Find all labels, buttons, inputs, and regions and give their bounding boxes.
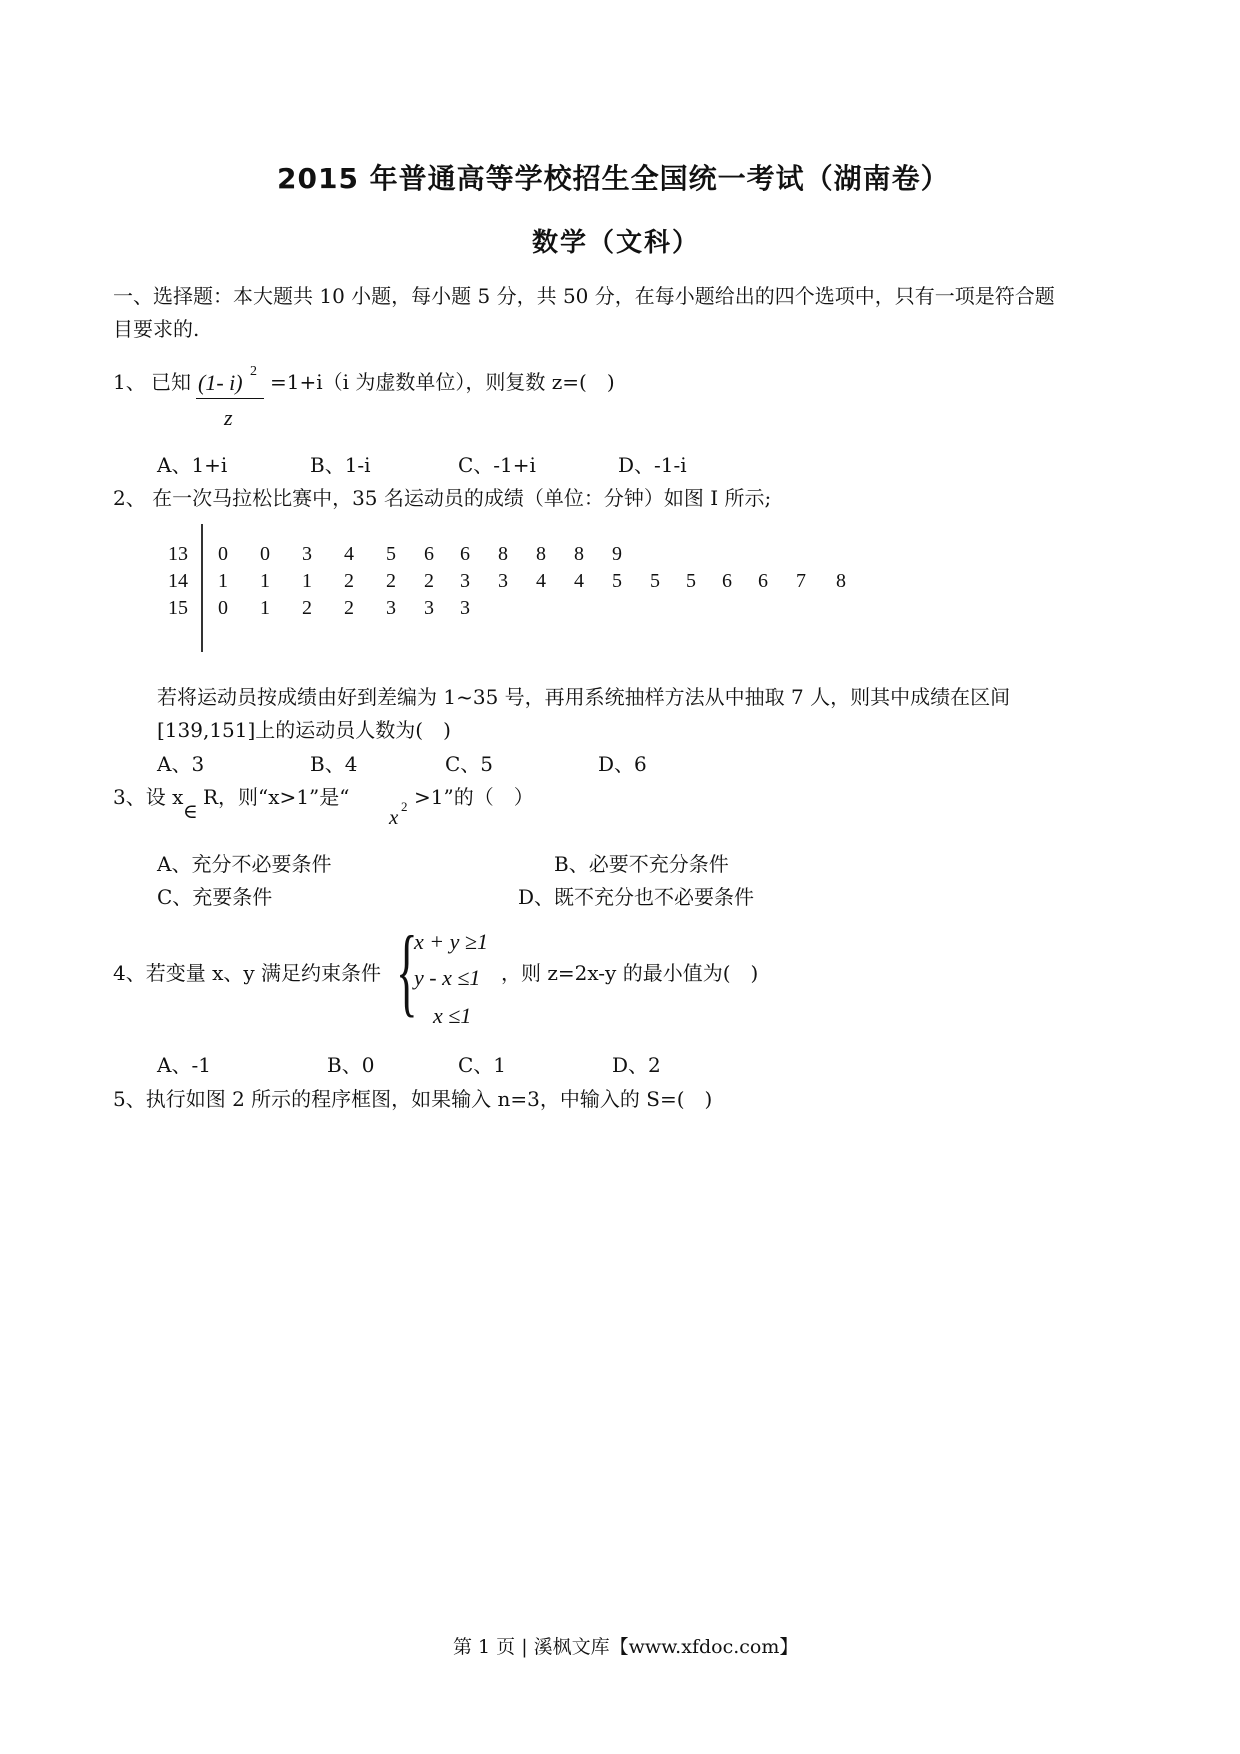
leaf: 2: [302, 597, 312, 619]
q1-prefix: 已知: [151, 370, 191, 394]
leaf: 8: [536, 543, 546, 565]
leaf: 1: [260, 570, 270, 592]
q3-exponent: 2: [401, 799, 408, 814]
leaf: 8: [574, 543, 584, 565]
leaf: 8: [836, 570, 846, 592]
q4-constraint-2: y - x ≤1: [414, 965, 481, 990]
q2-body-line2: [139,151]上的运动员人数为( ): [157, 718, 451, 742]
leaf: 5: [686, 570, 696, 592]
section-instructions-line1: 一、选择题：本大题共 10 小题，每小题 5 分，共 50 分，在每小题给出的四个选项中，只有一项是符合题: [113, 284, 1055, 308]
leaf: 2: [424, 570, 434, 592]
leaf: 6: [722, 570, 732, 592]
leaf: 1: [260, 597, 270, 619]
stem-label: 15: [168, 597, 188, 619]
q4-left-brace: {: [396, 915, 418, 1026]
leaf: 6: [758, 570, 768, 592]
q3-x-variable: x: [389, 805, 399, 829]
q2-option-b: B、4: [310, 752, 358, 776]
leaf: 1: [218, 570, 228, 592]
leaf: 4: [344, 543, 354, 565]
q1-number: 1、: [113, 370, 146, 394]
leaf: 1: [302, 570, 312, 592]
q1-exponent: 2: [250, 364, 257, 379]
q2-body-line1: 若将运动员按成绩由好到差编为 1~35 号，再用系统抽样方法从中抽取 7 人，则其中成绩在区间: [157, 685, 1011, 709]
q1-option-c: C、-1+i: [458, 453, 536, 477]
q4-prefix: 4、若变量 x、y 满足约束条件: [113, 961, 382, 985]
q2-option-d: D、6: [598, 752, 647, 776]
leaf: 0: [218, 597, 228, 619]
q4-option-c: C、1: [458, 1053, 507, 1077]
leaf: 2: [344, 597, 354, 619]
q3-element-of-symbol: ∈: [183, 799, 198, 823]
q4-option-b: B、0: [327, 1053, 375, 1077]
leaf: 3: [498, 570, 508, 592]
page-footer: 第 1 页 | 溪枫文库【www.xfdoc.com】: [453, 1636, 799, 1658]
leaf: 8: [498, 543, 508, 565]
stem-leaf-divider: [201, 524, 203, 652]
q4-constraint-1: x + y ≥1: [414, 929, 488, 954]
q2-option-c: C、5: [445, 752, 494, 776]
leaf: 6: [460, 543, 470, 565]
q3-option-c: C、充要条件: [157, 885, 273, 909]
q1-denominator: z: [224, 405, 233, 430]
q2-option-a: A、3: [157, 752, 205, 776]
q1-option-b: B、1-i: [310, 453, 371, 477]
leaf: 4: [574, 570, 584, 592]
leaf: 7: [796, 570, 806, 592]
q1-fraction-bar: [196, 398, 264, 399]
q4-option-d: D、2: [612, 1053, 661, 1077]
stem-label: 13: [168, 543, 188, 565]
q3-part2: R，则“x>1”是“: [203, 785, 350, 809]
leaf: 3: [460, 597, 470, 619]
page-title: 2015 年普通高等学校招生全国统一考试（湖南卷）: [277, 162, 950, 195]
leaf: 6: [424, 543, 434, 565]
q4-constraint-3: x ≤1: [433, 1003, 472, 1028]
section-instructions-line2: 目要求的.: [113, 317, 200, 341]
leaf: 5: [612, 570, 622, 592]
leaf: 2: [386, 570, 396, 592]
leaf: 2: [344, 570, 354, 592]
q1-option-a: A、1+i: [157, 453, 228, 477]
leaf: 0: [260, 543, 270, 565]
leaf: 0: [218, 543, 228, 565]
leaf: 3: [460, 570, 470, 592]
q3-part3: >1”的（ ）: [414, 785, 534, 809]
page-subtitle: 数学（文科）: [532, 228, 701, 258]
q3-part1: 3、设 x: [113, 785, 184, 809]
q1-numerator: (1- i): [198, 370, 243, 395]
leaf: 3: [386, 597, 396, 619]
q3-option-a: A、充分不必要条件: [157, 852, 332, 876]
q4-suffix: ，则 z=2x-y 的最小值为( ): [501, 961, 759, 985]
leaf: 5: [386, 543, 396, 565]
q3-option-d: D、既不充分也不必要条件: [518, 885, 755, 909]
question-5-text: 5、执行如图 2 所示的程序框图，如果输入 n=3，中输入的 S=( ): [113, 1087, 713, 1111]
q3-option-b: B、必要不充分条件: [554, 852, 729, 876]
q1-option-d: D、-1-i: [618, 453, 687, 477]
q4-option-a: A、-1: [157, 1053, 211, 1077]
q2-text: 2、 在一次马拉松比赛中，35 名运动员的成绩（单位：分钟）如图 I 所示;: [113, 486, 772, 510]
leaf: 9: [612, 543, 622, 565]
leaf: 3: [302, 543, 312, 565]
leaf: 4: [536, 570, 546, 592]
q1-suffix: =1+i（i 为虚数单位），则复数 z=( ): [270, 370, 615, 394]
stem-label: 14: [168, 570, 188, 592]
leaf: 3: [424, 597, 434, 619]
leaf: 5: [650, 570, 660, 592]
